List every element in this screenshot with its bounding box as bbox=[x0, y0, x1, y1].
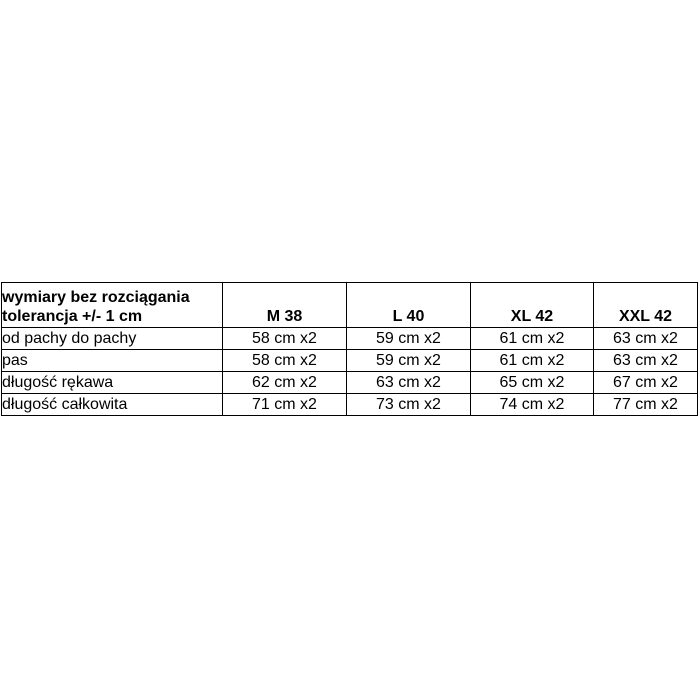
table-cell: 58 cm x2 bbox=[223, 350, 347, 372]
table-cell: 59 cm x2 bbox=[347, 350, 471, 372]
row-label: od pachy do pachy bbox=[2, 328, 223, 350]
header-size-l: L 40 bbox=[347, 283, 471, 328]
table-cell: 63 cm x2 bbox=[594, 328, 698, 350]
table-cell: 59 cm x2 bbox=[347, 328, 471, 350]
table-cell: 63 cm x2 bbox=[347, 372, 471, 394]
row-label: długość całkowita bbox=[2, 394, 223, 416]
table-cell: 74 cm x2 bbox=[471, 394, 594, 416]
header-size-xl: XL 42 bbox=[471, 283, 594, 328]
table-cell: 73 cm x2 bbox=[347, 394, 471, 416]
header-label-line1: wymiary bez rozciągania bbox=[2, 289, 190, 306]
table-cell: 71 cm x2 bbox=[223, 394, 347, 416]
table-cell: 61 cm x2 bbox=[471, 328, 594, 350]
header-size-m: M 38 bbox=[223, 283, 347, 328]
table-row bbox=[2, 328, 698, 350]
row-label: długość rękawa bbox=[2, 372, 223, 394]
header-size-xxl: XXL 42 bbox=[594, 283, 698, 328]
table-cell: 77 cm x2 bbox=[594, 394, 698, 416]
row-label: pas bbox=[2, 350, 223, 372]
table-cell: 65 cm x2 bbox=[471, 372, 594, 394]
table-row bbox=[2, 372, 698, 394]
header-label-line2: tolerancja +/- 1 cm bbox=[2, 308, 143, 325]
table-header-row bbox=[2, 283, 698, 328]
header-label-cell bbox=[2, 283, 223, 328]
table-row bbox=[2, 350, 698, 372]
table-cell: 58 cm x2 bbox=[223, 328, 347, 350]
table-cell: 63 cm x2 bbox=[594, 350, 698, 372]
table-row bbox=[2, 394, 698, 416]
table-cell: 62 cm x2 bbox=[223, 372, 347, 394]
table-cell: 67 cm x2 bbox=[594, 372, 698, 394]
table-cell: 61 cm x2 bbox=[471, 350, 594, 372]
size-table bbox=[1, 282, 698, 416]
